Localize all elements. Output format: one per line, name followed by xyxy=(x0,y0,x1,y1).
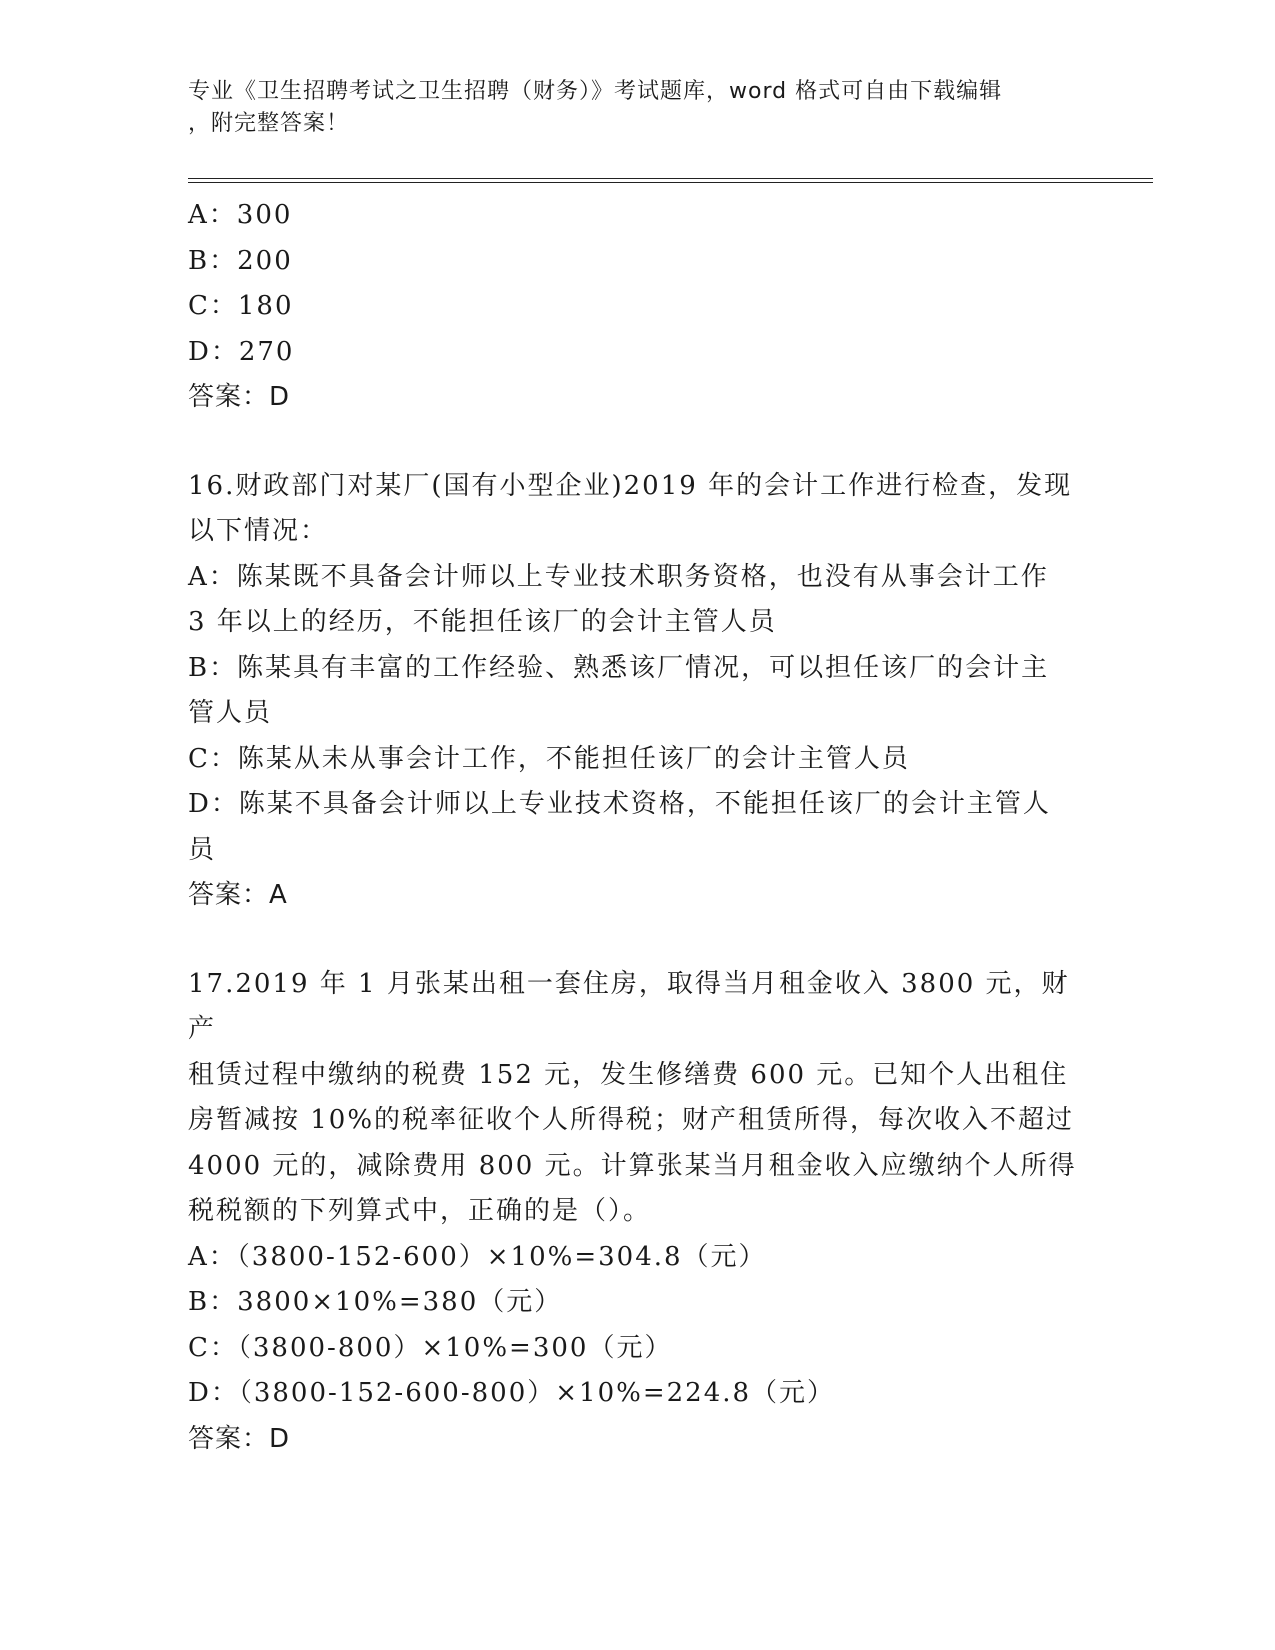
document-header xyxy=(188,76,1078,140)
header-title-line-1: 专业《卫生招聘考试之卫生招聘（财务）》考试题库，word 格式可自由下载编辑 xyxy=(188,79,1003,104)
q16-option-b-line-1: B：陈某具有丰富的工作经验、熟悉该厂情况，可以担任该厂的会计主 xyxy=(188,652,1050,683)
q17-stem-line-5: 税税额的下列算式中，正确的是（）。 xyxy=(188,1196,652,1226)
q17-stem-line-3: 房暂减按 10%的税率征收个人所得税；财产租赁所得，每次收入不超过 xyxy=(188,1105,1075,1135)
question-spacer xyxy=(188,919,1088,962)
question-17 xyxy=(188,962,1088,1463)
q16-option-a-line-1: A：陈某既不具备会计师以上专业技术职务资格，也没有从事会计工作 xyxy=(188,561,1049,592)
q17-option-d: D：（3800-152-600-800）×10%=224.8（元） xyxy=(188,1378,836,1408)
q16-option-c: C：陈某从未从事会计工作，不能担任该厂的会计主管人员 xyxy=(188,743,910,774)
q17-stem-line-4: 4000 元的，减除费用 800 元。计算张某当月租金收入应缴纳个人所得 xyxy=(188,1150,1077,1181)
q17-stem-line-1: 17.2019 年 1 月张某出租一套住房，取得当月租金收入 3800 元，财产 xyxy=(188,968,1070,1044)
q16-stem-line-1: 16.财政部门对某厂(国有小型企业)2019 年的会计工作进行检查，发现 xyxy=(188,470,1073,501)
q15-option-c: C：180 xyxy=(188,291,294,321)
q16-option-d-line-2: 员 xyxy=(188,834,217,865)
q17-option-b: B：3800×10%=380（元） xyxy=(188,1287,563,1317)
question-16 xyxy=(188,464,1088,919)
question-15 xyxy=(188,193,1088,421)
q16-stem-line-2: 以下情况： xyxy=(188,516,329,546)
q15-option-d: D：270 xyxy=(188,336,295,367)
header-divider xyxy=(188,178,1153,183)
question-spacer xyxy=(188,421,1088,464)
q16-answer: 答案：A xyxy=(188,880,288,910)
question-list xyxy=(188,193,1088,1462)
header-title-line-2: ，附完整答案！ xyxy=(188,111,350,136)
q15-answer: 答案：D xyxy=(188,382,291,412)
q15-option-a: A：300 xyxy=(188,200,293,230)
q15-option-b: B：200 xyxy=(188,245,293,276)
q17-stem-line-2: 租赁过程中缴纳的税费 152 元，发生修缮费 600 元。已知个人出租住 xyxy=(188,1059,1069,1090)
q17-answer: 答案：D xyxy=(188,1423,291,1454)
q17-option-a: A：（3800-152-600）×10%=304.8（元） xyxy=(188,1241,767,1272)
q16-option-d-line-1: D：陈某不具备会计师以上专业技术资格，不能担任该厂的会计主管人 xyxy=(188,789,1051,819)
q16-option-a-line-2: 3 年以上的经历，不能担任该厂的会计主管人员 xyxy=(188,607,777,637)
q16-option-b-line-2: 管人员 xyxy=(188,698,273,728)
q17-option-c: C：（3800-800）×10%=300（元） xyxy=(188,1332,673,1363)
